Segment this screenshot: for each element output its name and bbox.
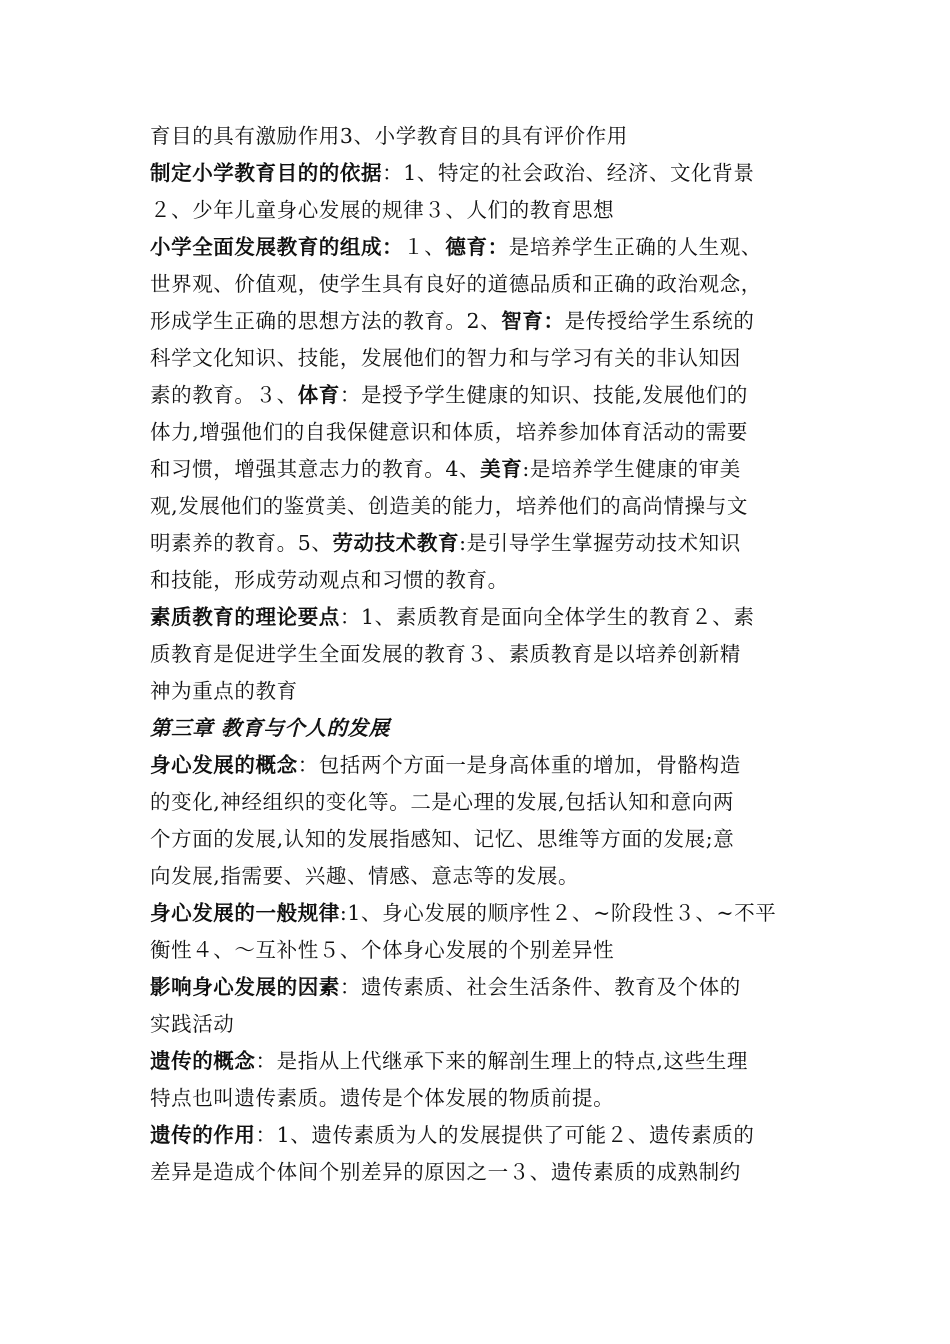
text-line	[150, 525, 810, 562]
text-line	[150, 969, 810, 1006]
text-run: ：1、特定的社会政治、经济、文化背景	[382, 161, 755, 185]
text-run: 个方面的发展,认知的发展指感知、记忆、思维等方面的发展;意	[150, 827, 735, 851]
text-line	[150, 821, 810, 858]
text-run: 特点也叫遗传素质。遗传是个体发展的物质前提。	[150, 1086, 615, 1110]
text-run: ：是授予学生健康的知识、技能,发展他们的	[339, 383, 748, 407]
text-run: ：遗传素质、社会生活条件、教育及个体的	[339, 975, 741, 999]
text-line	[150, 414, 810, 451]
text-line	[150, 673, 810, 710]
chapter-heading	[150, 710, 810, 747]
text-run: 体力,增强他们的自我保健意识和体质，培养参加体育活动的需要	[150, 420, 748, 444]
text-line	[150, 488, 810, 525]
text-line	[150, 229, 810, 266]
text-run: ：1、素质教育是面向全体学生的教育２、素	[339, 605, 755, 629]
bold-term: 制定小学教育目的的依据	[150, 161, 383, 185]
text-run: :是引导学生掌握劳动技术知识	[459, 531, 741, 555]
text-line	[150, 747, 810, 784]
bold-term: 身心发展的概念	[150, 753, 298, 777]
text-run: ：1、遗传素质为人的发展提供了可能２、遗传素质的	[255, 1123, 755, 1147]
text-run: ２、少年儿童身心发展的规律３、人们的教育思想	[150, 198, 615, 222]
text-run: 世界观、价值观，使学生具有良好的道德品质和正确的政治观念，	[150, 272, 762, 296]
text-run: 素的教育。３、	[150, 383, 298, 407]
text-run: :是培养学生健康的审美	[522, 457, 741, 481]
bold-term: 美育	[480, 457, 523, 481]
text-run: 的变化,神经组织的变化等。二是心理的发展,包括认知和意向两	[150, 790, 734, 814]
text-run: 和技能，形成劳动观点和习惯的教育。	[150, 568, 509, 592]
text-line	[150, 562, 810, 599]
bold-term: 遗传的作用	[150, 1123, 256, 1147]
text-run: 神为重点的教育	[150, 679, 298, 703]
bold-term: 身心发展的一般规律	[150, 901, 340, 925]
text-line	[150, 155, 810, 192]
text-line	[150, 192, 810, 229]
text-run: 明素养的教育。5、	[150, 531, 333, 555]
text-run: 向发展,指需要、兴趣、情感、意志等的发展。	[150, 864, 580, 888]
text-run: 是传授给学生系统的	[564, 309, 755, 333]
text-run: 质教育是促进学生全面发展的教育３、素质教育是以培养创新精	[150, 642, 741, 666]
text-run: 实践活动	[150, 1012, 235, 1036]
bold-term: 小学全面发展教育的组成：	[150, 235, 404, 259]
text-line	[150, 1154, 810, 1191]
text-run: 科学文化知识、技能，发展他们的智力和与学习有关的非认知因	[150, 346, 741, 370]
bold-term: 智育：	[501, 309, 565, 333]
text-line	[150, 932, 810, 969]
text-line	[150, 858, 810, 895]
text-line	[150, 377, 810, 414]
text-line	[150, 784, 810, 821]
text-run: 观,发展他们的鉴赏美、创造美的能力，培养他们的高尚情操与文	[150, 494, 748, 518]
text-line	[150, 118, 810, 155]
text-line	[150, 895, 810, 932]
text-line	[150, 303, 810, 340]
text-run: ：包括两个方面一是身高体重的增加，骨骼构造	[297, 753, 741, 777]
text-run: :1、身心发展的顺序性２、~阶段性３、~不平	[339, 901, 777, 925]
text-line	[150, 636, 810, 673]
text-run: 差异是造成个体间个别差异的原因之一３、遗传素质的成熟制约	[150, 1160, 741, 1184]
text-run: ：是指从上代继承下来的解剖生理上的特点,这些生理	[255, 1049, 748, 1073]
bold-term: 德育：	[445, 235, 509, 259]
text-line	[150, 1117, 810, 1154]
text-run: 形成学生正确的思想方法的教育。2、	[150, 309, 502, 333]
text-line	[150, 340, 810, 377]
text-line	[150, 1080, 810, 1117]
text-line	[150, 1006, 810, 1043]
text-run: １、	[403, 235, 446, 259]
text-line	[150, 599, 810, 636]
text-line	[150, 451, 810, 488]
text-line	[150, 1043, 810, 1080]
text-run: 是培养学生正确的人生观、	[508, 235, 762, 259]
bold-term: 劳动技术教育	[332, 531, 460, 555]
text-line	[150, 266, 810, 303]
bold-term: 素质教育的理论要点	[150, 605, 340, 629]
text-run: 育目的具有激励作用3、小学教育目的具有评价作用	[150, 124, 628, 148]
text-run: 衡性４、～互补性５、个体身心发展的个别差异性	[150, 938, 615, 962]
chapter-title: 第三章 教育与个人的发展	[150, 716, 390, 740]
document-body	[150, 118, 810, 1191]
bold-term: 体育	[297, 383, 340, 407]
text-run: 和习惯，增强其意志力的教育。4、	[150, 457, 481, 481]
bold-term: 遗传的概念	[150, 1049, 256, 1073]
bold-term: 影响身心发展的因素	[150, 975, 340, 999]
